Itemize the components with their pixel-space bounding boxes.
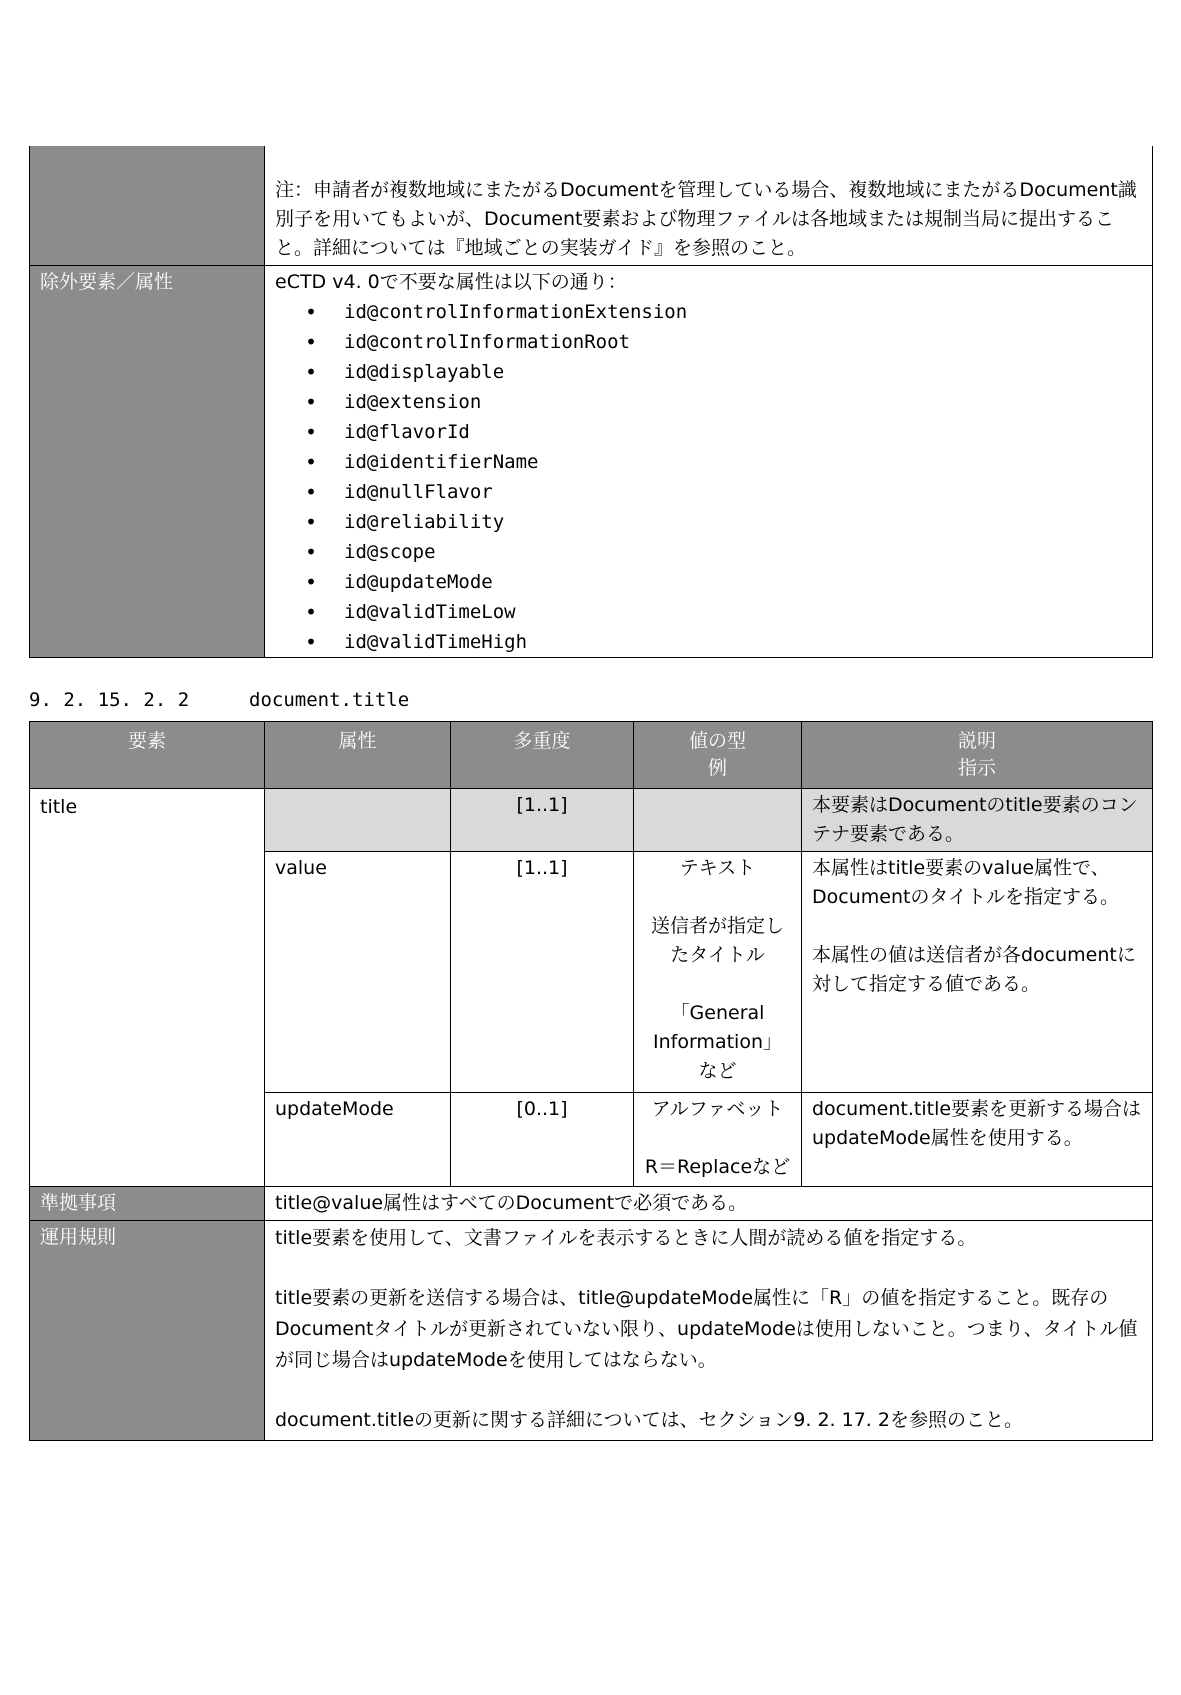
header-attribute: 属性 [265, 722, 451, 789]
description-title: 本要素はDocumentのtitle要素のコンテナ要素である。 [802, 789, 1153, 852]
attribute-updatemode: updateMode [265, 1093, 451, 1187]
header-value-type: 値の型 例 [634, 722, 802, 789]
note-row [30, 146, 1153, 266]
list-item: • id@extension [305, 387, 1142, 417]
section-number: 9. 2. 15. 2. 2 [29, 689, 190, 711]
header-row [30, 722, 1153, 789]
note-row-label [30, 146, 265, 266]
list-item: • id@reliability [305, 507, 1142, 537]
list-item: • id@flavorId [305, 417, 1142, 447]
list-item: • id@controlInformationRoot [305, 327, 1142, 357]
description-value: 本属性はtitle要素のvalue属性で、Documentのタイトルを指定する。 本属性の値は送信者が各documentに対して指定する値である。 [802, 852, 1153, 1093]
note-text: 注：申請者が複数地域にまたがるDocumentを管理している場合、複数地域にまたがるDocument識別子を用いてもよいが、Document要素および物理ファイルは各地域または規制当局に提出すること。詳細については『地域ごとの実装ガイド』を参照のこと。 [265, 146, 1153, 266]
operational-text: title要素を使用して、文書ファイルを表示するときに人間が読める値を指定する。 title要素の更新を送信する場合は、title@updateMode属性に「R」の値を指定すること。既存のDocumentタイトルが更新されていない限り、updateModeは使用しないこと。つまり、タイトル値が同じ場合はupdateModeを使用してはならない。 document.titleの更新に関する詳細については、セクション9. 2. 17. 2を参照のこと。 [265, 1221, 1153, 1441]
header-description: 説明 指示 [802, 722, 1153, 789]
conformance-text: title@value属性はすべてのDocumentで必須である。 [265, 1187, 1153, 1221]
conformance-label: 準拠事項 [30, 1187, 265, 1221]
attribute-value: value [265, 852, 451, 1093]
list-item: • id@identifierName [305, 447, 1142, 477]
value-type-value: テキスト 送信者が指定したタイトル 「General Information」など [634, 852, 802, 1093]
section-heading [29, 689, 409, 711]
excluded-row-content [265, 266, 1153, 658]
value-type-updatemode: アルファベット R＝Replaceなど [634, 1093, 802, 1187]
element-title: title [30, 789, 265, 1187]
header-cardinality: 多重度 [451, 722, 634, 789]
document-title-table [29, 721, 1153, 1441]
excluded-intro: eCTD v4. 0で不要な属性は以下の通り： [275, 271, 627, 293]
operational-label: 運用規則 [30, 1221, 265, 1441]
cardinality-value: [1..1] [451, 852, 634, 1093]
list-item: • id@scope [305, 537, 1142, 567]
excluded-row [30, 266, 1153, 658]
list-item: • id@validTimeLow [305, 597, 1142, 627]
section-title: document.title [249, 689, 410, 711]
excluded-row-label: 除外要素／属性 [30, 266, 265, 658]
description-updatemode: document.title要素を更新する場合はupdateMode属性を使用する。 [802, 1093, 1153, 1187]
operational-row [30, 1221, 1153, 1441]
list-item: • id@controlInformationExtension [305, 297, 1142, 327]
list-item: • id@displayable [305, 357, 1142, 387]
table-row [30, 789, 1153, 852]
attribute-empty [265, 789, 451, 852]
list-item: • id@nullFlavor [305, 477, 1142, 507]
cardinality-title: [1..1] [451, 789, 634, 852]
value-type-empty [634, 789, 802, 852]
excluded-attribute-list [275, 297, 1142, 657]
cardinality-updatemode: [0..1] [451, 1093, 634, 1187]
list-item: • id@updateMode [305, 567, 1142, 597]
list-item: • id@validTimeHigh [305, 627, 1142, 657]
conformance-row [30, 1187, 1153, 1221]
continued-table [29, 146, 1153, 658]
header-element: 要素 [30, 722, 265, 789]
